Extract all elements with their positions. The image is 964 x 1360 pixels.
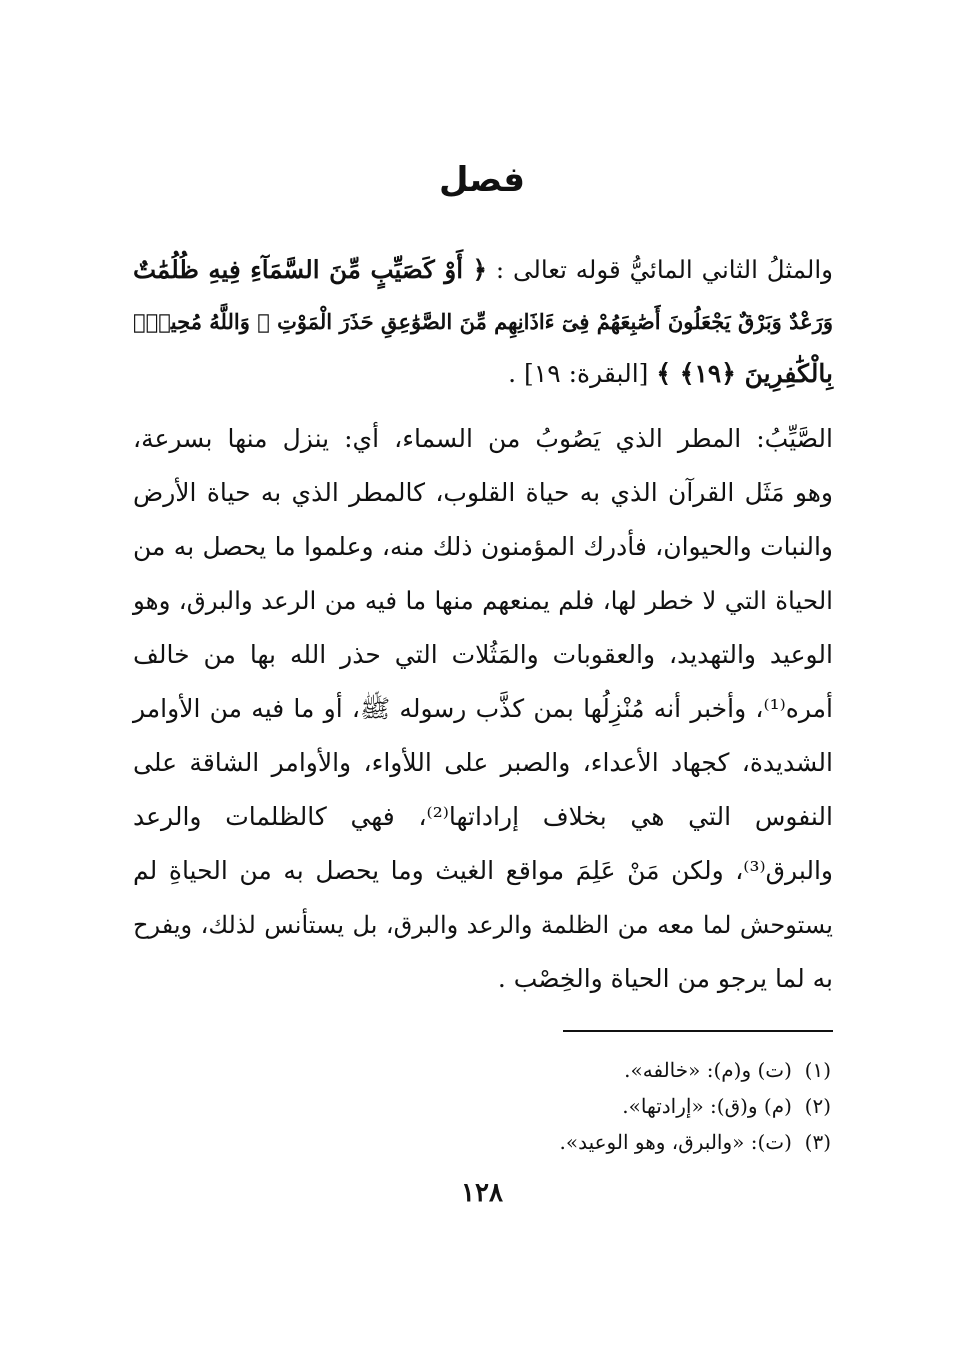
footnote-text: (ت) و(م): «خالفه».: [624, 1058, 792, 1082]
body-line: وهو مَثَل القرآن الذي به حياة القلوب، كالمطر الذي به حياة الأرض: [133, 478, 833, 507]
quran-line-1: [133, 244, 833, 296]
footnote-text: (ت): «والبرق، وهو الوعيد».: [559, 1130, 792, 1154]
quran-line-3: [133, 348, 833, 400]
page-number: ١٢٨: [461, 1178, 503, 1208]
footnote-item: [331, 1124, 831, 1160]
footnote-number: (٢): [804, 1094, 831, 1118]
body-paragraph: [133, 412, 833, 1006]
body-line: الوعيد والتهديد، والعقوبات والمَثُلات التي حذر الله بها من خالف: [133, 640, 833, 669]
body-line: يستوحش لما معه من الظلمة والرعد والبرق، بل يستأنس لذلك، ويفرح: [133, 911, 833, 939]
footnote-text: (م) و(ق): «إرادتها».: [622, 1094, 792, 1118]
passage-intro: والمثلُ الثاني المائيُّ قوله تعالى :: [487, 255, 833, 284]
body-line: أمره⁽¹⁾، وأخبر أنه مُنْزِلُها بمن كذَّب رسوله ﷺ، أو ما فيه من الأوامر: [133, 694, 833, 723]
body-line: النفوس التي هي بخلاف إراداتها⁽²⁾، فهي كالظلمات والرعد: [133, 802, 833, 831]
footnote-divider: [563, 1030, 833, 1032]
footnote-number: (١): [804, 1058, 831, 1082]
footnote-item: [331, 1052, 831, 1088]
verse-text: وَرَعْدٌ وَبَرْقٌ يَجْعَلُونَ أَصَٰبِعَهُمْ فِىٓ ءَاذَانِهِم مِّنَ الصَّوَٰعِقِ حَذَرَ الْمَوْتِ ۚ وَاللَّهُ مُحِيطٌۢ: [133, 309, 833, 334]
body-line: والبرق⁽³⁾، ولكن مَنْ عَلِمَ مواقع الغيث وما يحصل به من الحياةِ لم: [133, 856, 833, 885]
footnote-number: (٣): [804, 1130, 831, 1154]
verse-citation: [البقرة: ١٩] .: [508, 359, 657, 388]
body-line: والنبات والحيوان، فأدرك المؤمنون ذلك منه، وعلموا ما يحصل به من: [133, 532, 833, 561]
section-heading: فصل: [438, 160, 526, 200]
body-line: الحياة التي لا خطر لها، فلم يمنعهم منها ما فيه من الرعد والبرق، وهو: [133, 586, 833, 615]
body-line: به لما يرجو من الحياة والخِصْب .: [497, 964, 833, 993]
quran-passage: [133, 244, 833, 400]
footnote-item: [331, 1088, 831, 1124]
verse-text: بِالْكَٰفِرِينَ ﴿١٩﴾ ﴾: [656, 359, 833, 388]
quran-line-2: [133, 296, 833, 348]
footnotes: [331, 1052, 831, 1160]
body-line: الشديدة، كجهاد الأعداء، والصبر على اللأواء، والأوامر الشاقة على: [133, 748, 833, 777]
body-line: الصَّيِّبُ: المطر الذي يَصُوبُ من السماء، أي: ينزل منها بسرعة،: [133, 424, 833, 453]
verse-text: ﴿ أَوْ كَصَيِّبٍ مِّنَ السَّمَآءِ فِيهِ ظُلُمَٰتٌ: [133, 255, 487, 284]
